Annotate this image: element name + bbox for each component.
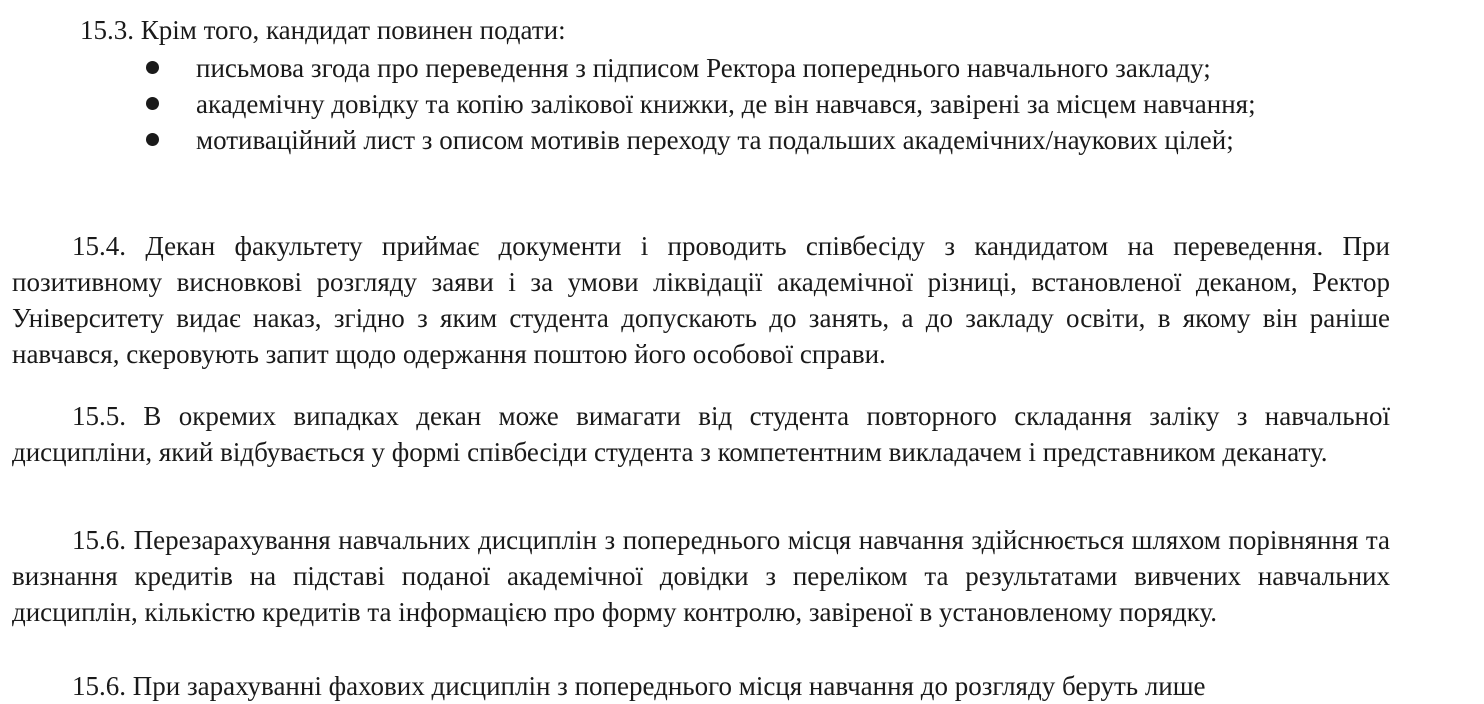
section-15-6-next-paragraph [12, 668, 1390, 704]
bullet-icon [146, 133, 159, 146]
list-item [140, 50, 1390, 86]
list-item-text: академічну довідку та копію залікової книжки, де він навчався, завірені за місцем навчання; [196, 89, 1256, 119]
section-15-3-bullet-list [140, 50, 1390, 158]
section-15-6-next-text: 15.6. При зарахуванні фахових дисциплін з попереднього місця навчання до розгляду беруть лише [72, 671, 1206, 701]
bullet-icon [146, 61, 159, 74]
section-15-6-text: 15.6. Перезарахування навчальних дисциплін з попереднього місця навчання здійснюється шляхом порівняння та визнання кредитів на підставі поданої академічної довідки з переліком та результатами вивчених навчальних дисциплін, кількістю кредитів та інформацією про форму контролю, завіреної в установленому порядку. [12, 525, 1390, 627]
list-item-text: мотиваційний лист з описом мотивів переходу та подальших академічних/наукових цілей; [196, 125, 1234, 155]
section-15-3-intro: 15.3. Крім того, кандидат повинен подати: [80, 15, 566, 45]
section-15-4-text: 15.4. Декан факультету приймає документи і проводить співбесіду з кандидатом на переведення. При позитивному висновкові розгляду заяви і за умови ліквідації академічної різниці, встановленої деканом, Ректор Університету видає наказ, згідно з яким студента допускають до занять, а до закладу освіти, в якому він раніше навчався, скеровують запит щодо одержання поштою його особової справи. [12, 231, 1390, 369]
section-15-4-paragraph [12, 228, 1390, 372]
list-item-text: письмова згода про переведення з підписом Ректора попереднього навчального закладу; [196, 53, 1211, 83]
section-15-5-text: 15.5. В окремих випадках декан може вимагати від студента повторного складання заліку з навчальної дисципліни, який відбувається у формі співбесіди студента з компетентним викладачем і представником деканату. [12, 401, 1390, 467]
section-15-5-paragraph [12, 398, 1390, 470]
list-item [140, 86, 1390, 122]
section-15-6-paragraph [12, 522, 1390, 630]
bullet-icon [146, 97, 159, 110]
list-item [140, 122, 1390, 158]
